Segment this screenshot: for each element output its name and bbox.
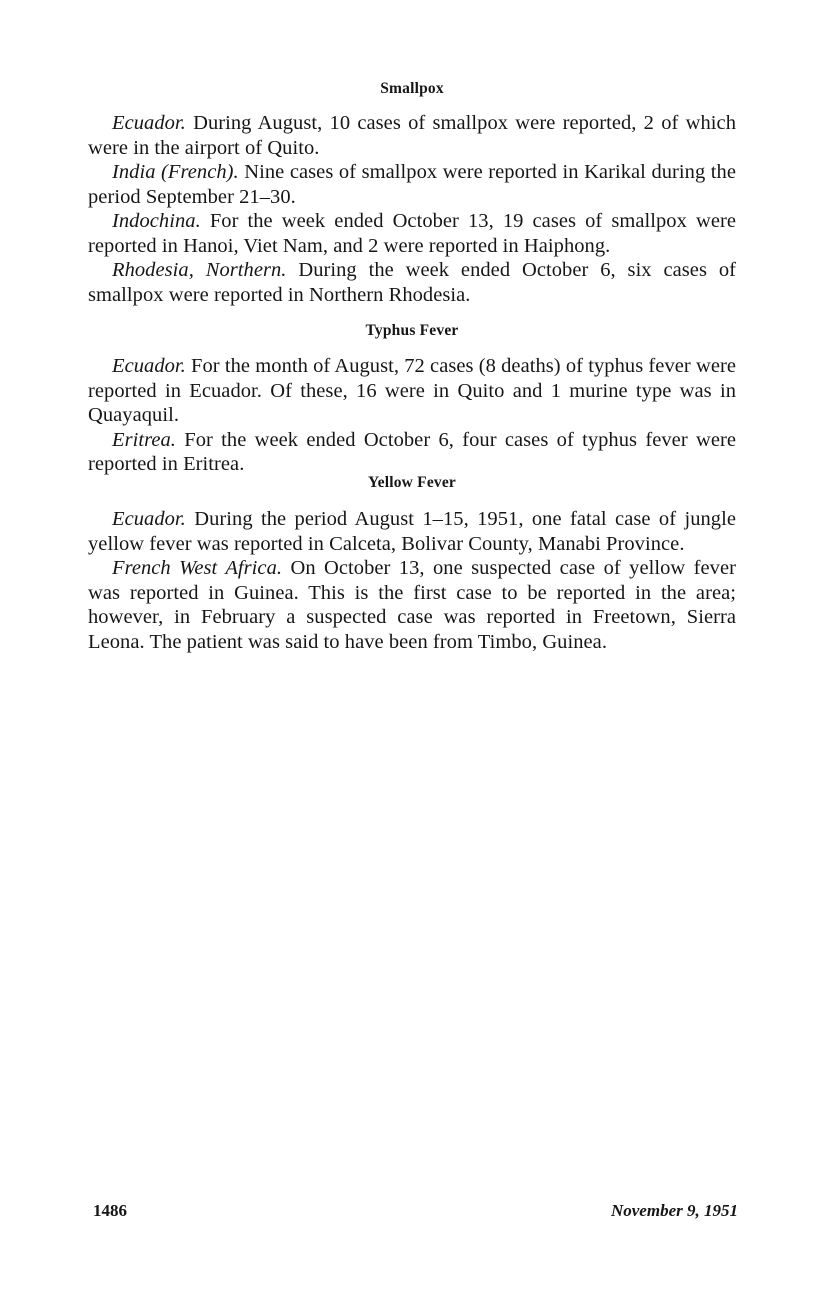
paragraph-text: Nine cases of smallpox were reported in Karikal during the period September 21–30. — [88, 161, 736, 208]
page-footer — [93, 1201, 738, 1225]
paragraph-text: During the period August 1–15, 1951, one fatal case of jungle yellow fever was reported in Calceta, Bolivar County, Manabi Province. — [88, 508, 736, 555]
paragraph — [88, 507, 736, 556]
section-yellow-fever — [88, 507, 736, 654]
place-name: Indochina. — [112, 210, 201, 232]
section-heading-yellow-fever: Yellow Fever — [367, 474, 457, 491]
paragraph-text: For the week ended October 13, 19 cases of smallpox were reported in Hanoi, Viet Nam, and 2 were reported in Haiphong. — [88, 210, 736, 257]
place-name: Ecuador. — [112, 355, 186, 377]
paragraph-text: For the week ended October 6, four cases of typhus fever were reported in Eritrea. — [88, 428, 736, 475]
paragraph — [88, 111, 736, 160]
paragraph-text: On October 13, one suspected case of yellow fever was reported in Guinea. This is the first case to be reported in the area; however, in February a suspected case was reported in Freetown, Sierra Leona. The patient was said to have been from Timbo, Guinea. — [88, 557, 736, 653]
paragraph-text: During the week ended October 6, six cases of smallpox were reported in Northern Rhodesia. — [88, 259, 736, 306]
page-number: 1486 — [93, 1201, 127, 1220]
place-name: India (French). — [112, 161, 239, 183]
section-heading-smallpox: Smallpox — [380, 80, 444, 97]
place-name: French West Africa. — [112, 557, 283, 579]
section-smallpox — [88, 111, 736, 307]
place-name: Eritrea. — [112, 428, 176, 451]
place-name: Ecuador. — [112, 112, 186, 134]
paragraph — [88, 209, 736, 258]
section-heading-typhus-fever: Typhus Fever — [365, 322, 459, 339]
place-name: Ecuador. — [112, 508, 186, 530]
paragraph-text: During August, 10 cases of smallpox were reported, 2 of which were in the airport of Quito. — [88, 112, 736, 159]
section-typhus-fever — [88, 354, 736, 477]
paragraph — [88, 354, 736, 428]
paragraph — [88, 258, 736, 307]
issue-date: November 9, 1951 — [610, 1201, 738, 1220]
paragraph — [88, 556, 736, 654]
paragraph — [88, 160, 736, 209]
paragraph — [88, 428, 736, 477]
paragraph-text: For the month of August, 72 cases (8 deaths) of typhus fever were reported in Ecuador. Of these, 16 were in Quito and 1 murine type was in Quayaquil. — [88, 355, 736, 426]
place-name: Rhodesia, Northern. — [112, 259, 287, 281]
